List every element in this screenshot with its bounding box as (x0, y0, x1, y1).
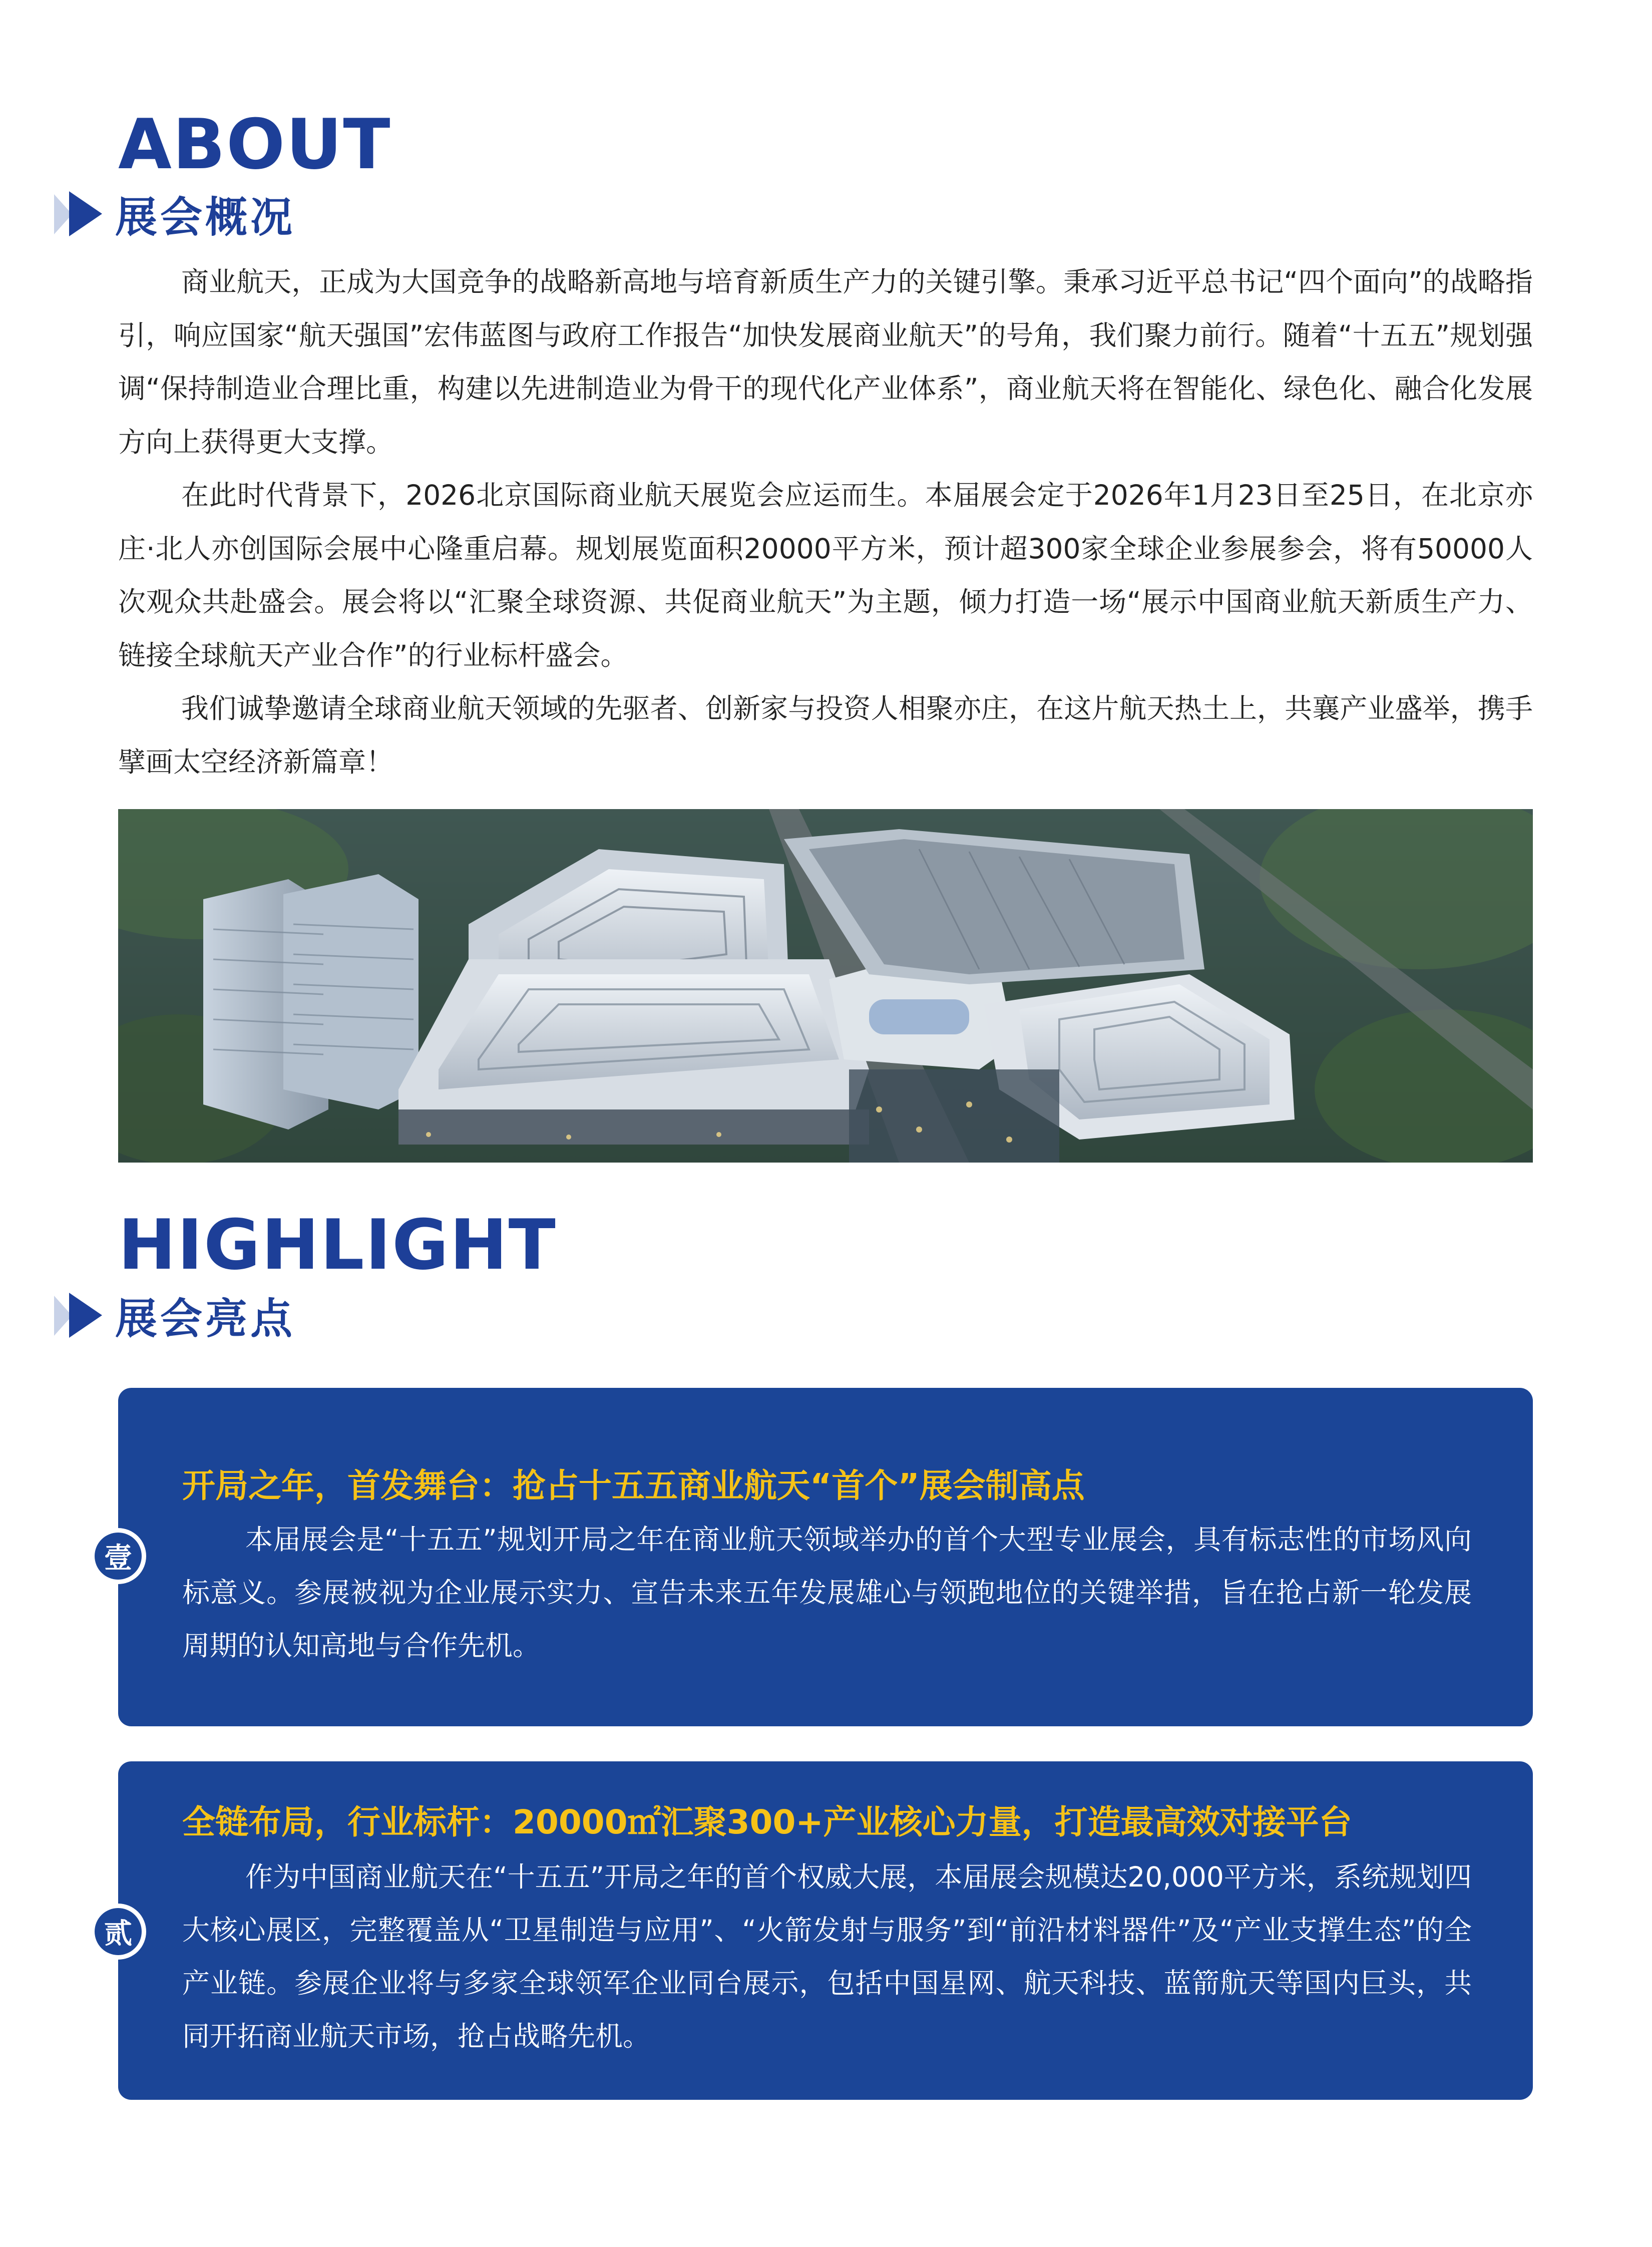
about-heading-cn: 展会概况 (115, 192, 296, 242)
highlight-subheading (54, 1288, 295, 1343)
highlight-card-2-body: 作为中国商业航天在“十五五”开局之年的首个权威大展，本届展会规模达20,000平方米，系统规划四大核心展区，完整覆盖从“卫星制造与应用”、“火箭发射与服务”到“前沿材料器件”及“产业支撑生态”的全产业链。参展企业将与多家全球领军企业同台展示，包括中国星网、航天科技、蓝箭航天等国内巨头，共同开拓商业航天市场，抢占战略先机。 (182, 1861, 1472, 2052)
exhibition-center-aerial-photo (118, 809, 1533, 1163)
about-paragraph-3: 我们诚挚邀请全球商业航天领域的先驱者、创新家与投资人相聚亦庄，在这片航天热土上，共襄产业盛举，携手擘画太空经济新篇章！ (118, 692, 1533, 778)
badge-number: 贰 (95, 1908, 142, 1955)
about-heading-en: ABOUT (118, 104, 391, 185)
about-paragraph-1: 商业航天，正成为大国竞争的战略新高地与培育新质生产力的关键引擎。秉承习近平总书记“四个面向”的战略指引，响应国家“航天强国”宏伟蓝图与政府工作报告“加快发展商业航天”的号角，我们聚力前行。随着“十五五”规划强调“保持制造业合理比重，构建以先进制造业为骨干的现代化产业体系”，商业航天将在智能化、绿色化、融合化发展方向上获得更大支撑。 (118, 266, 1533, 458)
badge-number: 壹 (95, 1533, 142, 1580)
triangle-arrow-icon (54, 1293, 104, 1338)
triangle-arrow-icon (54, 191, 104, 236)
about-text (118, 255, 1533, 789)
highlight-card-1-body: 本届展会是“十五五”规划开局之年在商业航天领域举办的首个大型专业展会，具有标志性的市场风向标意义。参展被视为企业展示实力、宣告未来五年发展雄心与领跑地位的关键举措，旨在抢占新一轮发展周期的认知高地与合作先机。 (182, 1524, 1472, 1662)
about-paragraph-2: 在此时代背景下，2026北京国际商业航天展览会应运而生。本届展会定于2026年1月23日至25日，在北京亦庄·北人亦创国际会展中心隆重启幕。规划展览面积20000平方米，预计超300家全球企业参展参会，将有50000人次观众共赴盛会。展会将以“汇聚全球资源、共促商业航天”为主题，倾力打造一场“展示中国商业航天新质生产力、链接全球航天产业合作”的行业标杆盛会。 (118, 479, 1533, 671)
highlight-heading-cn: 展会亮点 (115, 1294, 296, 1343)
highlight-card-2 (118, 1761, 1533, 2100)
highlight-card-1 (118, 1388, 1533, 1726)
highlight-card-2-title: 全链布局，行业标杆：20000㎡汇聚300+产业核心力量，打造最高效对接平台 (182, 1803, 1352, 1841)
highlight-card-2-badge (90, 1904, 146, 1960)
highlight-heading-en: HIGHLIGHT (118, 1205, 557, 1285)
about-subheading (54, 186, 295, 241)
highlight-card-1-title: 开局之年，首发舞台：抢占十五五商业航天“首个”展会制高点 (182, 1466, 1085, 1505)
highlight-card-1-badge (90, 1528, 146, 1584)
